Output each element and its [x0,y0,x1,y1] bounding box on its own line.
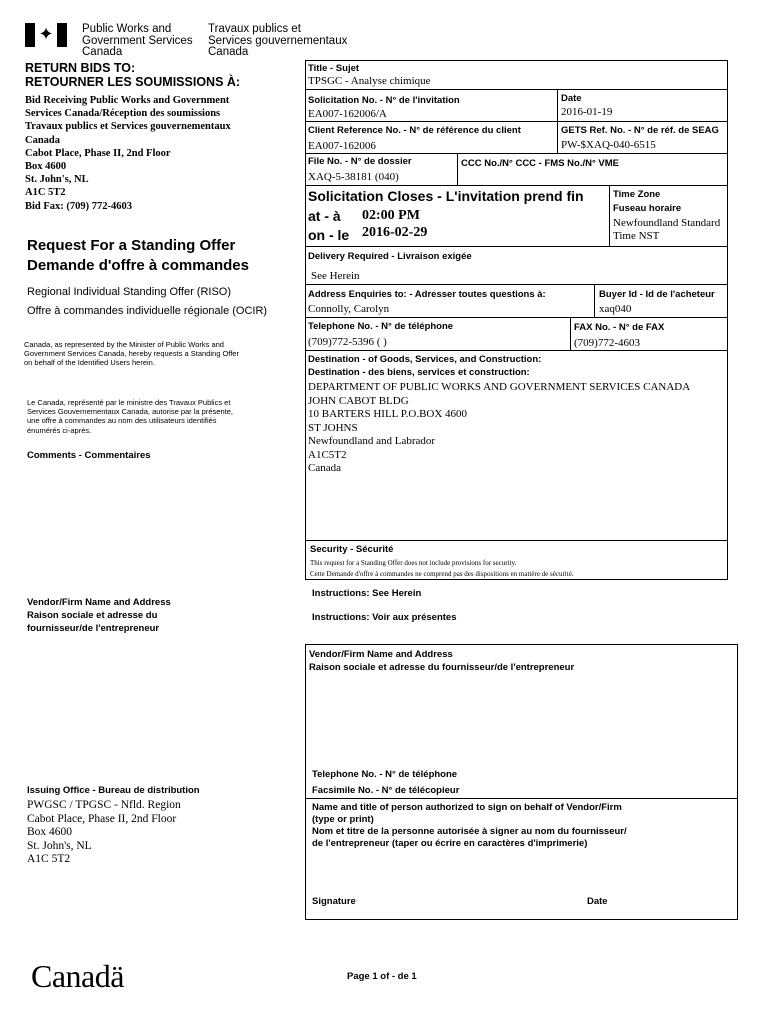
client-ref-label: Client Reference No. - N° de référence du client [308,125,521,136]
time-zone-label-fr: Fuseau horaire [613,203,682,214]
instructions-fr: Instructions: Voir aux présentes [312,612,457,623]
enquiries-label: Address Enquiries to: - Adresser toutes questions à: [308,289,546,300]
ccc-label: CCC No./N° CCC - FMS No./N° VME [461,158,620,169]
title-value: TPSGC - Analyse chimique [308,75,431,87]
time-zone-label-en: Time Zone [613,189,661,200]
closes-at-label: at - à [308,208,341,224]
rfso-paragraph-en: Canada, as represented by the Minister of Public Works and Government Services Canada, hereby requests a Standing Offer on behalf of the Identified Users herein. [24,340,239,368]
closes-at-value: 02:00 PM [362,208,420,223]
delivery-label: Delivery Required - Livraison exigée [308,251,472,262]
form-main-box [305,60,728,580]
time-zone-value: Newfoundland Standard Time NST [613,217,721,242]
closes-on-label: on - le [308,227,350,243]
delivery-value: See Herein [311,270,360,282]
solicitation-value: EA007-162006/A [308,108,387,120]
maple-leaf-icon: ✦ [38,24,54,44]
destination-address: DEPARTMENT OF PUBLIC WORKS AND GOVERNMENT SERVICES CANADA JOHN CABOT BLDG 10 BARTERS HILL P.O.BOX 4600 ST JOHNS Newfoundland and Labrador A1C5T2 Canada [308,381,691,474]
signature-label: Signature [312,896,356,907]
page-number: Page 1 of - de 1 [347,971,417,982]
vendor-left-label: Vendor/Firm Name and Address Raison sociale et adresse du fournisseur/de l'entrepreneur [27,597,171,634]
client-ref-value: EA007-162006 [308,140,376,152]
solicitation-closes-label: Solicitation Closes - L'invitation prend fin [308,188,584,204]
return-bids-address: Bid Receiving Public Works and Government Services Canada/Réception des soumissions Travaux publics et Services gouvernementaux Canada Cabot Place, Phase II, 2nd Floor Box 4600 St. John's, NL A1C 5T2 Bid Fax: (709) 772-4603 [25,95,231,212]
vendor-label-fr: Raison sociale et adresse du fournisseur/de l'entrepreneur [309,662,575,673]
telephone-label: Telephone No. - N° de téléphone [308,321,454,332]
issuing-office-address: PWGSC / TPGSC - Nfld. Region Cabot Place, Phase II, 2nd Floor Box 4600 St. John's, NL A1C 5T2 [27,799,181,865]
date-value: 2016-01-19 [561,106,613,118]
return-bids-heading: RETURN BIDS TO: RETOURNER LES SOUMISSIONS À: [25,61,241,89]
signature-date-label: Date [587,896,608,907]
vendor-fax-label: Facsimile No. - N° de télécopieur [312,785,460,796]
rfso-type: Regional Individual Standing Offer (RISO) Offre à commandes individuelle régionale (OCIR) [27,286,268,317]
authorized-person-field[interactable] [309,862,733,892]
canada-flag-icon [25,23,67,47]
security-label: Security - Sécurité [310,544,394,555]
buyer-id-value: xaq040 [599,303,632,315]
title-label: Title - Sujet [308,63,360,74]
authorized-person-label: Name and title of person authorized to sign on behalf of Vendor/Firm (type or print) Nom et titre de la personne autorisée à signer au nom du fournisseur/ de l'entrepreneur (taper ou écrire en caractères d'imprimerie) [312,802,627,849]
instructions-en: Instructions: See Herein [312,588,422,599]
file-value: XAQ-5-38181 (040) [308,171,399,183]
fax-label: FAX No. - N° de FAX [574,322,665,333]
destination-label-en: Destination - of Goods, Services, and Construction: [308,354,542,365]
issuing-office-label: Issuing Office - Bureau de distribution [27,785,200,796]
dept-name-en: Public Works and Government Services Canada [82,23,193,58]
file-label: File No. - N° de dossier [308,156,412,167]
dept-name-fr: Travaux publics et Services gouvernementaux Canada [208,23,348,58]
closes-on-value: 2016-02-29 [362,225,428,240]
fax-value: (709)772-4603 [574,337,640,349]
security-text: This request for a Standing Offer does not include provisions for security. Cette Demande d'offre à commandes ne comprend pas des dispositions en matière de sécurité. [310,559,574,578]
date-label: Date [561,93,582,104]
buyer-id-label: Buyer Id - Id de l'acheteur [599,289,715,300]
vendor-phone-label: Telephone No. - N° de téléphone [312,769,458,780]
gets-value: PW-$XAQ-040-6515 [561,139,656,151]
destination-label-fr: Destination - des biens, services et construction: [308,367,530,378]
solicitation-label: Solicitation No. - N° de l'invitation [308,95,460,106]
canada-wordmark-logo: Canadä [31,958,124,994]
telephone-value: (709)772-5396 ( ) [308,336,387,348]
rfso-title: Request For a Standing Offer Demande d'offre à commandes [27,237,249,274]
rfso-paragraph-fr: Le Canada, représenté par le ministre des Travaux Publics et Services Gouvernementaux Canada, autorise par la présente, une offre à commandes au nom des utilisateurs identifiés énumérés ci-après. [27,398,233,435]
enquiries-value: Connolly, Carolyn [308,303,390,315]
vendor-label-en: Vendor/Firm Name and Address [309,649,453,660]
vendor-name-field[interactable] [309,676,733,768]
gets-label: GETS Ref. No. - N° de réf. de SEAG [561,125,719,136]
comments-label: Comments - Commentaires [27,450,151,461]
